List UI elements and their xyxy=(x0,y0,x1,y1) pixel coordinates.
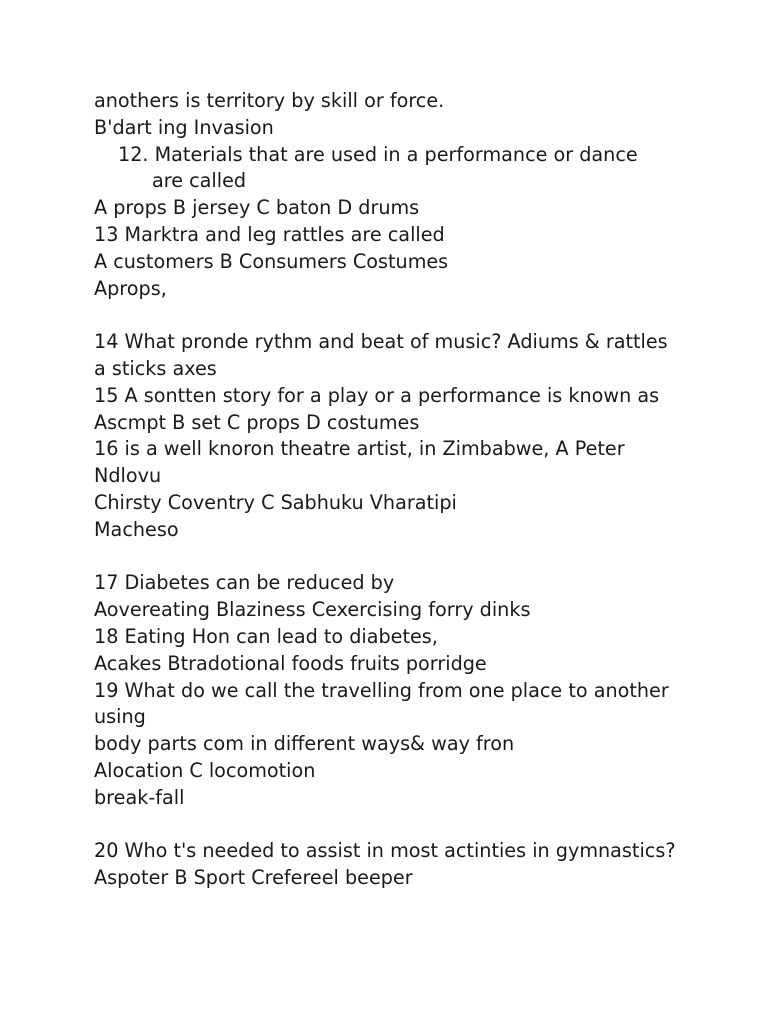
question-16-line: 16 is a well knoron theatre artist, in Zimbabwe, A Peter xyxy=(94,437,625,461)
text-line: B'dart ing Invasion xyxy=(94,115,274,139)
text-line: a sticks axes xyxy=(94,356,217,380)
paragraph-gap xyxy=(94,302,694,329)
text-line: Aovereating Blaziness Cexercising forry dinks xyxy=(94,598,531,622)
text-line: Aspoter B Sport Crefereel beeper xyxy=(94,866,413,890)
question-15-line: 15 A sontten story for a play or a performance is known as xyxy=(94,383,660,407)
text-line: using xyxy=(94,705,146,729)
text-line: A props B jersey C baton D drums xyxy=(94,196,420,220)
text-line: break-fall xyxy=(94,785,185,809)
text-line: Alocation C locomotion xyxy=(94,758,316,782)
text-line: Ascmpt B set C props D costumes xyxy=(94,410,420,434)
question-17-line: 17 Diabetes can be reduced by xyxy=(94,571,395,595)
text-line: Aprops, xyxy=(94,276,167,300)
text-line: Macheso xyxy=(94,517,179,541)
paragraph-gap xyxy=(94,812,694,839)
document-text xyxy=(94,88,694,892)
text-line: A customers B Consumers Costumes xyxy=(94,249,449,273)
paragraph-gap xyxy=(94,544,694,571)
text-line: anothers is territory by skill or force. xyxy=(94,89,445,112)
text-line: Acakes Btradotional foods fruits porridge xyxy=(94,651,487,675)
question-18-line: 18 Eating Hon can lead to diabetes, xyxy=(94,624,438,648)
question-13-line: 13 Marktra and leg rattles are called xyxy=(94,222,445,246)
question-12-line: 12. Materials that are used in a performance or dance xyxy=(118,142,638,166)
question-20-line: 20 Who t's needed to assist in most actinties in gymnastics? xyxy=(94,839,676,863)
question-12-continuation: are called xyxy=(152,169,247,193)
question-14-line: 14 What pronde rythm and beat of music? Adiums & rattles xyxy=(94,330,668,354)
question-19-line: 19 What do we call the travelling from one place to another xyxy=(94,678,669,702)
text-line: Chirsty Coventry C Sabhuku Vharatipi xyxy=(94,490,457,514)
text-line: body parts com in different ways& way fron xyxy=(94,732,515,756)
text-line: Ndlovu xyxy=(94,464,162,488)
